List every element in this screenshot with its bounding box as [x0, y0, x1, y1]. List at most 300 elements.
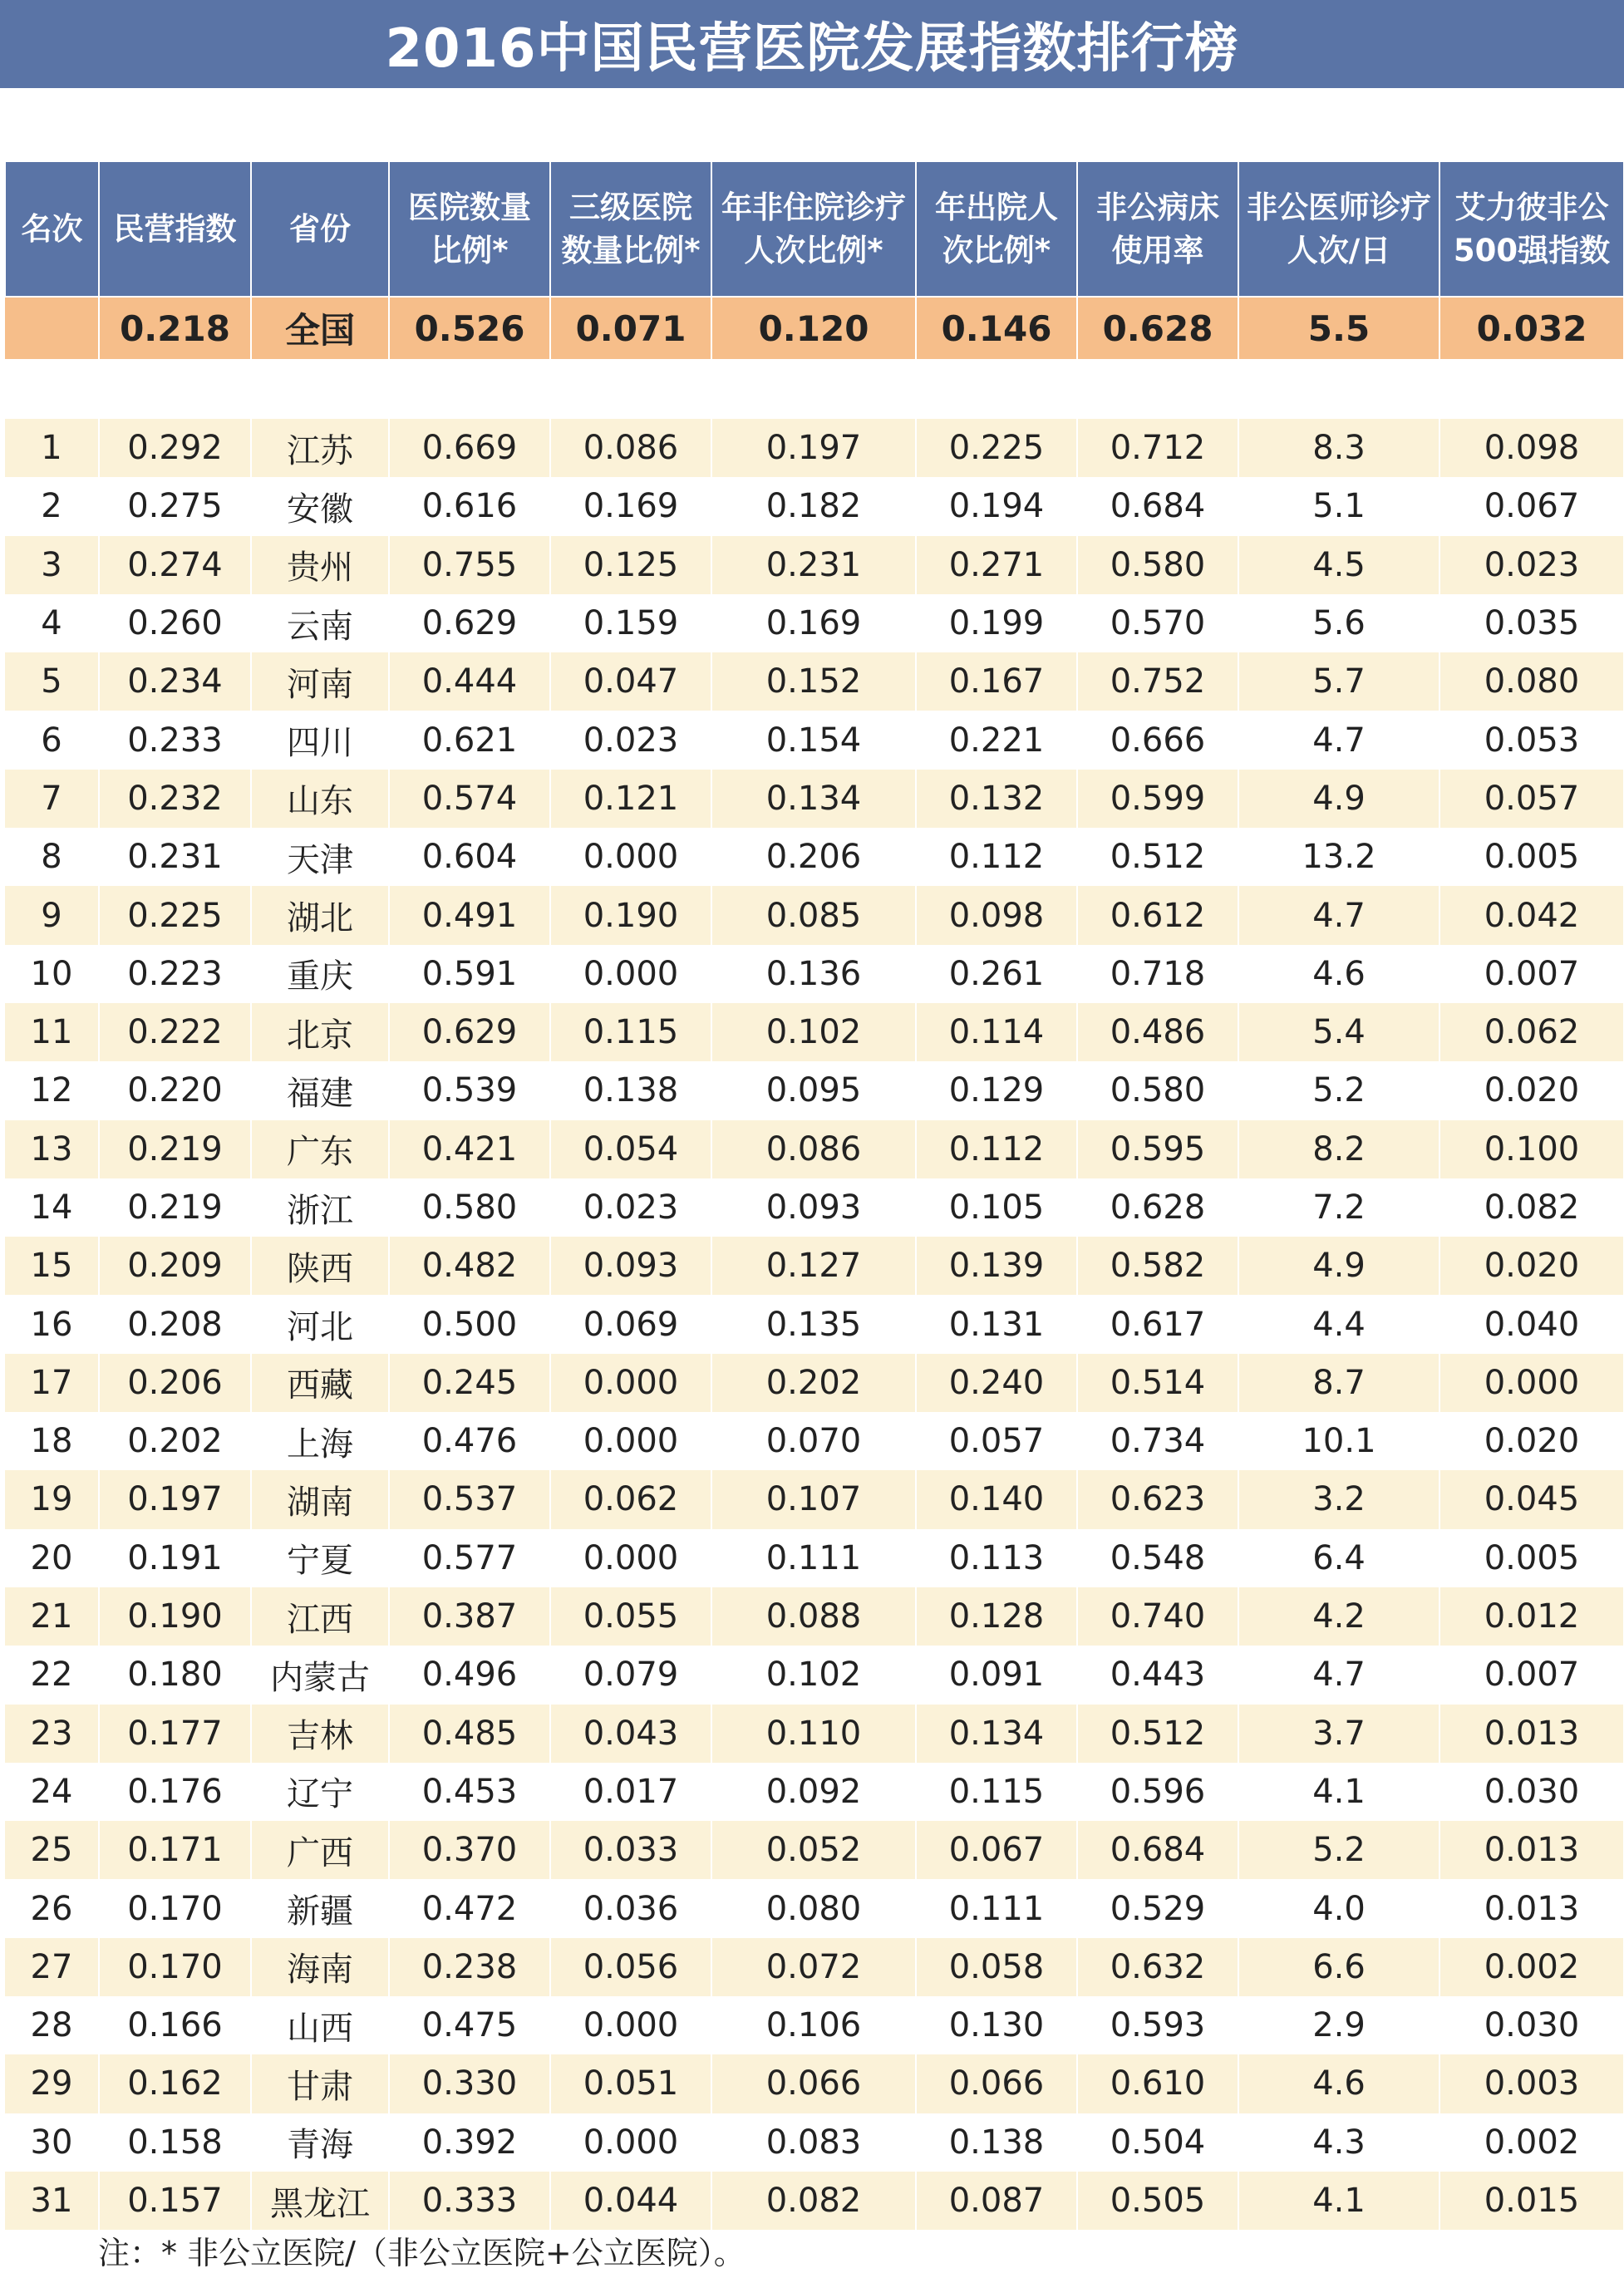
table-cell: 0.234: [99, 652, 251, 711]
table-cell: 0.086: [550, 419, 711, 477]
table-cell: 25: [5, 1821, 99, 1879]
table-cell: 0.067: [916, 1821, 1077, 1879]
table-cell: 0.007: [1439, 945, 1624, 1003]
table-cell: 6.6: [1238, 1938, 1439, 1996]
table-cell: 0.070: [711, 1412, 916, 1470]
table-cell: 0.330: [389, 2054, 550, 2113]
table-cell: 0.629: [389, 1003, 550, 1061]
table-cell: 0.621: [389, 711, 550, 769]
table-cell: 0.130: [916, 1996, 1077, 2054]
table-cell: 0.223: [99, 945, 251, 1003]
table-cell: 黑龙江: [251, 2172, 389, 2230]
header-hospital-ratio: 医院数量比例*: [389, 161, 550, 297]
table-cell: 0.100: [1439, 1120, 1624, 1178]
table-cell: 0.020: [1439, 1237, 1624, 1295]
table-cell: 0.225: [99, 886, 251, 944]
table-cell: 0.167: [916, 652, 1077, 711]
table-cell: 吉林: [251, 1705, 389, 1763]
table-row: [5, 1763, 1624, 1821]
table-cell: 0.092: [711, 1763, 916, 1821]
national-cell: [5, 297, 99, 359]
header-bed-usage: 非公病床使用率: [1077, 161, 1238, 297]
table-cell: 0.023: [550, 711, 711, 769]
table-cell: 云南: [251, 594, 389, 652]
table-cell: 0.002: [1439, 1938, 1624, 1996]
table-cell: 4.9: [1238, 1237, 1439, 1295]
table-cell: 5.2: [1238, 1821, 1439, 1879]
table-cell: 0.082: [1439, 1178, 1624, 1237]
table-cell: 0.057: [1439, 770, 1624, 828]
table-cell: 0.110: [711, 1705, 916, 1763]
table-cell: 0.169: [550, 477, 711, 535]
table-cell: 0.232: [99, 770, 251, 828]
table-cell: 0.159: [550, 594, 711, 652]
table-cell: 4.1: [1238, 1763, 1439, 1821]
table-cell: 0.274: [99, 536, 251, 594]
table-row: [5, 1295, 1624, 1353]
table-cell: 河北: [251, 1295, 389, 1353]
table-cell: 0.013: [1439, 1821, 1624, 1879]
header-row: [5, 161, 1624, 297]
table-cell: 0.225: [916, 419, 1077, 477]
table-cell: 0.443: [1077, 1646, 1238, 1704]
table-cell: 0.610: [1077, 2054, 1238, 2113]
table-cell: 0.570: [1077, 594, 1238, 652]
table-cell: 0.051: [550, 2054, 711, 2113]
table-cell: 0.537: [389, 1470, 550, 1528]
table-cell: 0.138: [550, 1061, 711, 1119]
table-cell: 0.079: [550, 1646, 711, 1704]
table-cell: 7: [5, 770, 99, 828]
table-cell: 0.098: [916, 886, 1077, 944]
table-cell: 3: [5, 536, 99, 594]
spacer-row: [5, 359, 1624, 419]
table-cell: 10: [5, 945, 99, 1003]
table-cell: 宁夏: [251, 1529, 389, 1587]
table-cell: 贵州: [251, 536, 389, 594]
table-cell: 0.023: [1439, 536, 1624, 594]
table-cell: 4.4: [1238, 1295, 1439, 1353]
table-cell: 0.087: [916, 2172, 1077, 2230]
table-cell: 0.000: [550, 1354, 711, 1412]
table-cell: 江西: [251, 1587, 389, 1646]
table-cell: 0.154: [711, 711, 916, 769]
table-row: [5, 536, 1624, 594]
table-cell: 1: [5, 419, 99, 477]
table-cell: 0.045: [1439, 1470, 1624, 1528]
table-cell: 0.088: [711, 1587, 916, 1646]
table-row: [5, 419, 1624, 477]
table-cell: 2: [5, 477, 99, 535]
table-cell: 0.140: [916, 1470, 1077, 1528]
table-cell: 0.033: [550, 1821, 711, 1879]
table-cell: 4.0: [1238, 1879, 1439, 1937]
table-cell: 0.044: [550, 2172, 711, 2230]
table-cell: 0.197: [99, 1470, 251, 1528]
national-cell: 0.146: [916, 297, 1077, 359]
table-cell: 0.612: [1077, 886, 1238, 944]
table-cell: 4.5: [1238, 536, 1439, 594]
table-row: [5, 1354, 1624, 1412]
table-cell: 0.042: [1439, 886, 1624, 944]
header-outpatient-ratio: 年非住院诊疗人次比例*: [711, 161, 916, 297]
national-cell: 全国: [251, 297, 389, 359]
table-cell: 0.093: [711, 1178, 916, 1237]
table-cell: 24: [5, 1763, 99, 1821]
table-cell: 4.1: [1238, 2172, 1439, 2230]
table-row: [5, 828, 1624, 886]
table-cell: 广西: [251, 1821, 389, 1879]
table-cell: 5.2: [1238, 1061, 1439, 1119]
table-cell: 0.007: [1439, 1646, 1624, 1704]
table-cell: 0.539: [389, 1061, 550, 1119]
table-cell: 0.111: [916, 1879, 1077, 1937]
table-cell: 0.157: [99, 2172, 251, 2230]
table-cell: 0.035: [1439, 594, 1624, 652]
title-bar: [0, 0, 1624, 88]
table-row: [5, 2054, 1624, 2113]
table-cell: 0.548: [1077, 1529, 1238, 1587]
table-cell: 0.238: [389, 1938, 550, 1996]
header-doctor-visits: 非公医师诊疗人次/日: [1238, 161, 1439, 297]
table-cell: 14: [5, 1178, 99, 1237]
table-cell: 0.030: [1439, 1763, 1624, 1821]
table-row: [5, 477, 1624, 535]
table-cell: 0.529: [1077, 1879, 1238, 1937]
table-cell: 0.113: [916, 1529, 1077, 1587]
table-cell: 0.170: [99, 1938, 251, 1996]
table-cell: 0.684: [1077, 477, 1238, 535]
table-cell: 0.202: [711, 1354, 916, 1412]
table-cell: 0.000: [550, 1996, 711, 2054]
table-cell: 0.582: [1077, 1237, 1238, 1295]
table-cell: 0.020: [1439, 1412, 1624, 1470]
table-cell: 0.333: [389, 2172, 550, 2230]
table-cell: 0.121: [550, 770, 711, 828]
table-cell: 0.206: [711, 828, 916, 886]
table-cell: 0.666: [1077, 711, 1238, 769]
table-cell: 0.105: [916, 1178, 1077, 1237]
table-cell: 7.2: [1238, 1178, 1439, 1237]
table-cell: 0.453: [389, 1763, 550, 1821]
table-cell: 0.017: [550, 1763, 711, 1821]
table-cell: 0.504: [1077, 2113, 1238, 2172]
table-cell: 浙江: [251, 1178, 389, 1237]
table-cell: 0.208: [99, 1295, 251, 1353]
table-cell: 0.202: [99, 1412, 251, 1470]
table-cell: 4.6: [1238, 2054, 1439, 2113]
table-cell: 0.177: [99, 1705, 251, 1763]
table-row: [5, 594, 1624, 652]
table-row: [5, 1821, 1624, 1879]
national-cell: 5.5: [1238, 297, 1439, 359]
table-cell: 0.482: [389, 1237, 550, 1295]
table-cell: 0.158: [99, 2113, 251, 2172]
table-cell: 3.7: [1238, 1705, 1439, 1763]
table-cell: 0.170: [99, 1879, 251, 1937]
table-cell: 西藏: [251, 1354, 389, 1412]
table-cell: 0.080: [1439, 652, 1624, 711]
table-cell: 20: [5, 1529, 99, 1587]
table-cell: 0.162: [99, 2054, 251, 2113]
table-cell: 0.500: [389, 1295, 550, 1353]
table-cell: 0.013: [1439, 1879, 1624, 1937]
table-row: [5, 652, 1624, 711]
table-cell: 0.292: [99, 419, 251, 477]
table-cell: 0.240: [916, 1354, 1077, 1412]
table-row: [5, 1178, 1624, 1237]
national-row: [5, 297, 1624, 359]
table-cell: 0.066: [711, 2054, 916, 2113]
table-cell: 0.476: [389, 1412, 550, 1470]
table-cell: 4.7: [1238, 886, 1439, 944]
table-cell: 辽宁: [251, 1763, 389, 1821]
table-cell: 0.191: [99, 1529, 251, 1587]
table-cell: 0.135: [711, 1295, 916, 1353]
table-cell: 青海: [251, 2113, 389, 2172]
table-cell: 海南: [251, 1938, 389, 1996]
table-cell: 0.057: [916, 1412, 1077, 1470]
table-cell: 0.139: [916, 1237, 1077, 1295]
table-cell: 26: [5, 1879, 99, 1937]
page-title: 2016中国民营医院发展指数排行榜: [385, 18, 1239, 80]
table-cell: 0.129: [916, 1061, 1077, 1119]
table-row: [5, 1646, 1624, 1704]
table-cell: 四川: [251, 711, 389, 769]
table-cell: 0.095: [711, 1061, 916, 1119]
table-cell: 0.152: [711, 652, 916, 711]
table-cell: 0.114: [916, 1003, 1077, 1061]
table-cell: 0.000: [550, 945, 711, 1003]
table-cell: 0.012: [1439, 1587, 1624, 1646]
table-cell: 重庆: [251, 945, 389, 1003]
table-cell: 0.222: [99, 1003, 251, 1061]
table-cell: 0.629: [389, 594, 550, 652]
table-cell: 4.2: [1238, 1587, 1439, 1646]
table-cell: 0.194: [916, 477, 1077, 535]
table-row: [5, 1470, 1624, 1528]
table-row: [5, 1938, 1624, 1996]
table-cell: 0.040: [1439, 1295, 1624, 1353]
national-cell: 0.032: [1439, 297, 1624, 359]
table-cell: 0.595: [1077, 1120, 1238, 1178]
table-cell: 湖北: [251, 886, 389, 944]
table-cell: 0.734: [1077, 1412, 1238, 1470]
table-cell: 13.2: [1238, 828, 1439, 886]
table-cell: 0.604: [389, 828, 550, 886]
table-cell: 0.628: [1077, 1178, 1238, 1237]
table-cell: 0.444: [389, 652, 550, 711]
table-cell: 新疆: [251, 1879, 389, 1937]
table-cell: 0.054: [550, 1120, 711, 1178]
table-cell: 0.260: [99, 594, 251, 652]
table-row: [5, 1529, 1624, 1587]
table-cell: 0.623: [1077, 1470, 1238, 1528]
table-cell: 0.069: [550, 1295, 711, 1353]
table-cell: 0.512: [1077, 828, 1238, 886]
table-row: [5, 1587, 1624, 1646]
table-cell: 0.591: [389, 945, 550, 1003]
table-row: [5, 1996, 1624, 2054]
table-cell: 江苏: [251, 419, 389, 477]
table-cell: 0.190: [99, 1587, 251, 1646]
table-cell: 31: [5, 2172, 99, 2230]
table-cell: 0.005: [1439, 1529, 1624, 1587]
table-cell: 山东: [251, 770, 389, 828]
table-cell: 4.3: [1238, 2113, 1439, 2172]
table-cell: 6.4: [1238, 1529, 1439, 1587]
table-cell: 0.514: [1077, 1354, 1238, 1412]
table-cell: 0.580: [1077, 536, 1238, 594]
table-cell: 0.580: [1077, 1061, 1238, 1119]
table-cell: 0.593: [1077, 1996, 1238, 2054]
table-cell: 0.080: [711, 1879, 916, 1937]
table-cell: 山西: [251, 1996, 389, 2054]
table-cell: 0.085: [711, 886, 916, 944]
table-cell: 11: [5, 1003, 99, 1061]
table-cell: 0.472: [389, 1879, 550, 1937]
table-cell: 0.231: [711, 536, 916, 594]
table-cell: 上海: [251, 1412, 389, 1470]
table-cell: 河南: [251, 652, 389, 711]
table-cell: 0.023: [550, 1178, 711, 1237]
table-cell: 0.086: [711, 1120, 916, 1178]
table-cell: 0.000: [550, 1529, 711, 1587]
table-cell: 0.082: [711, 2172, 916, 2230]
table-cell: 0.112: [916, 1120, 1077, 1178]
table-cell: 0.128: [916, 1587, 1077, 1646]
table-cell: 0.233: [99, 711, 251, 769]
table-cell: 4.9: [1238, 770, 1439, 828]
table-cell: 13: [5, 1120, 99, 1178]
table-cell: 0.755: [389, 536, 550, 594]
table-cell: 0.387: [389, 1587, 550, 1646]
table-cell: 5: [5, 652, 99, 711]
table-cell: 0.740: [1077, 1587, 1238, 1646]
national-cell: 0.120: [711, 297, 916, 359]
table-cell: 29: [5, 2054, 99, 2113]
table-cell: 0.134: [916, 1705, 1077, 1763]
table-cell: 安徽: [251, 477, 389, 535]
table-cell: 30: [5, 2113, 99, 2172]
table-cell: 0.131: [916, 1295, 1077, 1353]
table-cell: 甘肃: [251, 2054, 389, 2113]
table-cell: 23: [5, 1705, 99, 1763]
table-cell: 天津: [251, 828, 389, 886]
table-cell: 0.505: [1077, 2172, 1238, 2230]
table-cell: 0.005: [1439, 828, 1624, 886]
table-cell: 0.370: [389, 1821, 550, 1879]
table-row: [5, 1705, 1624, 1763]
table-cell: 5.4: [1238, 1003, 1439, 1061]
table-row: [5, 1061, 1624, 1119]
table-cell: 0.577: [389, 1529, 550, 1587]
table-cell: 0.132: [916, 770, 1077, 828]
table-cell: 0.000: [550, 828, 711, 886]
table-cell: 0.574: [389, 770, 550, 828]
table-cell: 5.7: [1238, 652, 1439, 711]
table-cell: 0.632: [1077, 1938, 1238, 1996]
table-cell: 0.138: [916, 2113, 1077, 2172]
national-cell: 0.071: [550, 297, 711, 359]
table-cell: 0.115: [916, 1763, 1077, 1821]
table-cell: 0.136: [711, 945, 916, 1003]
table-cell: 10.1: [1238, 1412, 1439, 1470]
table-cell: 湖南: [251, 1470, 389, 1528]
header-rank: 名次: [5, 161, 99, 297]
header-top500-index: 艾力彼非公500强指数: [1439, 161, 1624, 297]
table-cell: 0.056: [550, 1938, 711, 1996]
table-cell: 8: [5, 828, 99, 886]
table-cell: 5.6: [1238, 594, 1439, 652]
table-cell: 0.485: [389, 1705, 550, 1763]
table-cell: 0.093: [550, 1237, 711, 1295]
table-cell: 0.392: [389, 2113, 550, 2172]
national-cell: 0.628: [1077, 297, 1238, 359]
table-cell: 0.013: [1439, 1705, 1624, 1763]
table-cell: 0.002: [1439, 2113, 1624, 2172]
table-cell: 6: [5, 711, 99, 769]
table-cell: 0.083: [711, 2113, 916, 2172]
table-cell: 4.6: [1238, 945, 1439, 1003]
table-cell: 0.617: [1077, 1295, 1238, 1353]
table-cell: 0.231: [99, 828, 251, 886]
table-cell: 0.190: [550, 886, 711, 944]
table-cell: 0.220: [99, 1061, 251, 1119]
table-row: [5, 945, 1624, 1003]
table-cell: 0.599: [1077, 770, 1238, 828]
table-cell: 广东: [251, 1120, 389, 1178]
national-cell: 0.218: [99, 297, 251, 359]
table-cell: 27: [5, 1938, 99, 1996]
table-cell: 0.125: [550, 536, 711, 594]
table-cell: 0.047: [550, 652, 711, 711]
table-cell: 9: [5, 886, 99, 944]
table-cell: 陕西: [251, 1237, 389, 1295]
table-cell: 22: [5, 1646, 99, 1704]
header-private-index: 民营指数: [99, 161, 251, 297]
table-cell: 0.171: [99, 1821, 251, 1879]
table-cell: 0.271: [916, 536, 1077, 594]
table-row: [5, 1412, 1624, 1470]
table-cell: 0.169: [711, 594, 916, 652]
table-cell: 0.053: [1439, 711, 1624, 769]
table-cell: 0.000: [1439, 1354, 1624, 1412]
table-cell: 0.015: [1439, 2172, 1624, 2230]
table-cell: 0.000: [550, 2113, 711, 2172]
table-cell: 0.684: [1077, 1821, 1238, 1879]
spacer-cell: [5, 359, 1624, 419]
table-cell: 0.199: [916, 594, 1077, 652]
table-row: [5, 1003, 1624, 1061]
table-cell: 0.496: [389, 1646, 550, 1704]
table-cell: 0.245: [389, 1354, 550, 1412]
table-cell: 28: [5, 1996, 99, 2054]
table-cell: 0.209: [99, 1237, 251, 1295]
header-tertiary-ratio: 三级医院数量比例*: [550, 161, 711, 297]
table-row: [5, 1237, 1624, 1295]
table-cell: 0.180: [99, 1646, 251, 1704]
table-cell: 0.030: [1439, 1996, 1624, 2054]
table-cell: 0.221: [916, 711, 1077, 769]
table-cell: 0.062: [550, 1470, 711, 1528]
table-cell: 0.580: [389, 1178, 550, 1237]
table-cell: 0.669: [389, 419, 550, 477]
table-cell: 0.107: [711, 1470, 916, 1528]
table-cell: 0.112: [916, 828, 1077, 886]
table-row: [5, 886, 1624, 944]
table-cell: 16: [5, 1295, 99, 1353]
